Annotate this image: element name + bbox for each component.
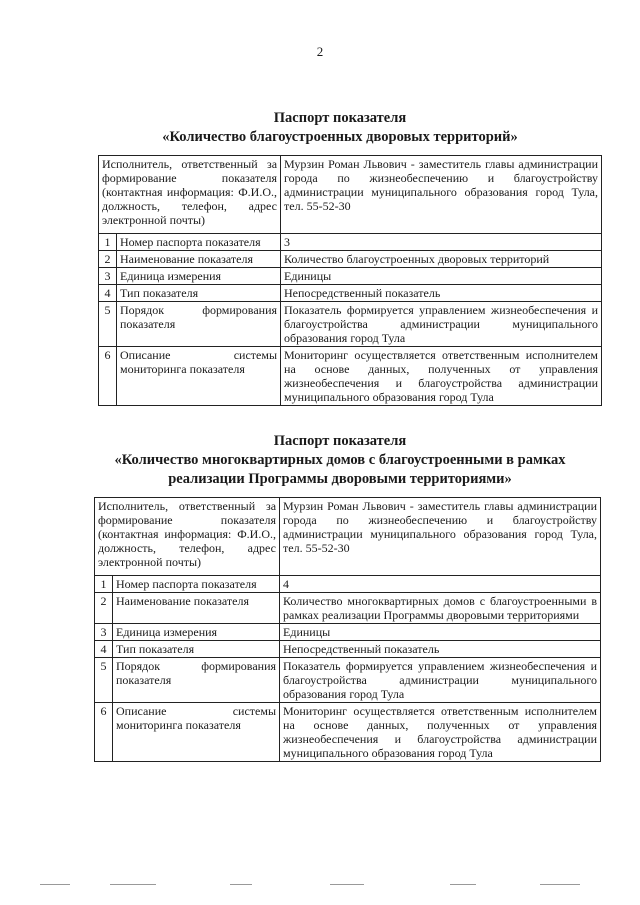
table-row — [95, 703, 601, 762]
title-line: Паспорт показателя — [273, 110, 407, 126]
title-line: Паспорт показателя — [273, 433, 407, 449]
row-value: Количество многоквартирных домов с благоустроенными в рамках реализации Программы дворовыми территориями — [280, 593, 601, 624]
executor-value: Мурзин Роман Львович - заместитель главы администрации города по жизнеобеспечению и благоустройству администрации муниципального образования город Тула, тел. 55-52-30 — [281, 156, 602, 234]
row-number: 2 — [95, 593, 113, 624]
row-label: Тип показателя — [117, 285, 281, 302]
row-label: Порядок формирования показателя — [117, 302, 281, 347]
row-value: Показатель формируется управлением жизнеобеспечения и благоустройства администрации муниципального образования город Тула — [281, 302, 602, 347]
row-value: Непосредственный показатель — [281, 285, 602, 302]
row-value: 3 — [281, 234, 602, 251]
row-label: Единица измерения — [117, 268, 281, 285]
row-number: 3 — [99, 268, 117, 285]
scan-artifact — [230, 884, 252, 885]
title-line: «Количество благоустроенных дворовых территорий» — [162, 129, 518, 145]
table-row — [99, 234, 602, 251]
row-number: 4 — [99, 285, 117, 302]
title-line: реализации Программы дворовыми территориями» — [168, 471, 512, 487]
table-row — [99, 347, 602, 406]
table-row — [99, 285, 602, 302]
row-number: 6 — [99, 347, 117, 406]
row-number: 6 — [95, 703, 113, 762]
scan-artifact — [330, 884, 364, 885]
row-label: Порядок формирования показателя — [113, 658, 280, 703]
row-value: Единицы — [281, 268, 602, 285]
table-row — [99, 156, 602, 234]
row-number: 1 — [95, 576, 113, 593]
row-label: Описание системы мониторинга показателя — [113, 703, 280, 762]
table-row — [99, 302, 602, 347]
row-label: Описание системы мониторинга показателя — [117, 347, 281, 406]
passport-table — [98, 155, 602, 406]
table-row — [99, 268, 602, 285]
row-number: 5 — [99, 302, 117, 347]
table-row — [95, 624, 601, 641]
row-label: Тип показателя — [113, 641, 280, 658]
table-row — [95, 658, 601, 703]
executor-label: Исполнитель, ответственный за формирование показателя (контактная информация: Ф.И.О., должность, телефон, адрес электронной почты) — [95, 498, 280, 576]
executor-value: Мурзин Роман Львович - заместитель главы администрации города по жизнеобеспечению и благоустройству администрации муниципального образования город Тула, тел. 55-52-30 — [280, 498, 601, 576]
scan-artifact — [110, 884, 156, 885]
row-value: 4 — [280, 576, 601, 593]
row-label: Наименование показателя — [113, 593, 280, 624]
table-row — [95, 498, 601, 576]
passport-title — [60, 432, 620, 489]
passport-table — [94, 497, 601, 762]
row-label: Единица измерения — [113, 624, 280, 641]
row-label: Номер паспорта показателя — [113, 576, 280, 593]
row-number: 1 — [99, 234, 117, 251]
row-number: 2 — [99, 251, 117, 268]
row-value: Мониторинг осуществляется ответственным исполнителем на основе данных, полученных от управления жизнеобеспечения и благоустройства администрации муниципального образования город Тула — [280, 703, 601, 762]
executor-label: Исполнитель, ответственный за формирование показателя (контактная информация: Ф.И.О., должность, телефон, адрес электронной почты) — [99, 156, 281, 234]
table-row — [95, 576, 601, 593]
passport-title — [60, 109, 620, 147]
row-number: 5 — [95, 658, 113, 703]
row-value: Мониторинг осуществляется ответственным исполнителем на основе данных, полученных от управления жизнеобеспечения и благоустройства администрации муниципального образования город Тула — [281, 347, 602, 406]
scan-artifact — [540, 884, 580, 885]
row-value: Количество благоустроенных дворовых территорий — [281, 251, 602, 268]
row-label: Наименование показателя — [117, 251, 281, 268]
row-value: Показатель формируется управлением жизнеобеспечения и благоустройства администрации муниципального образования город Тула — [280, 658, 601, 703]
scan-artifact — [450, 884, 476, 885]
table-row — [95, 641, 601, 658]
scan-artifact — [40, 884, 70, 885]
page-number: 2 — [316, 44, 324, 59]
row-number: 3 — [95, 624, 113, 641]
table-row — [99, 251, 602, 268]
table-row — [95, 593, 601, 624]
row-label: Номер паспорта показателя — [117, 234, 281, 251]
row-value: Непосредственный показатель — [280, 641, 601, 658]
row-value: Единицы — [280, 624, 601, 641]
row-number: 4 — [95, 641, 113, 658]
title-line: «Количество многоквартирных домов с благоустроенными в рамках — [114, 452, 566, 468]
